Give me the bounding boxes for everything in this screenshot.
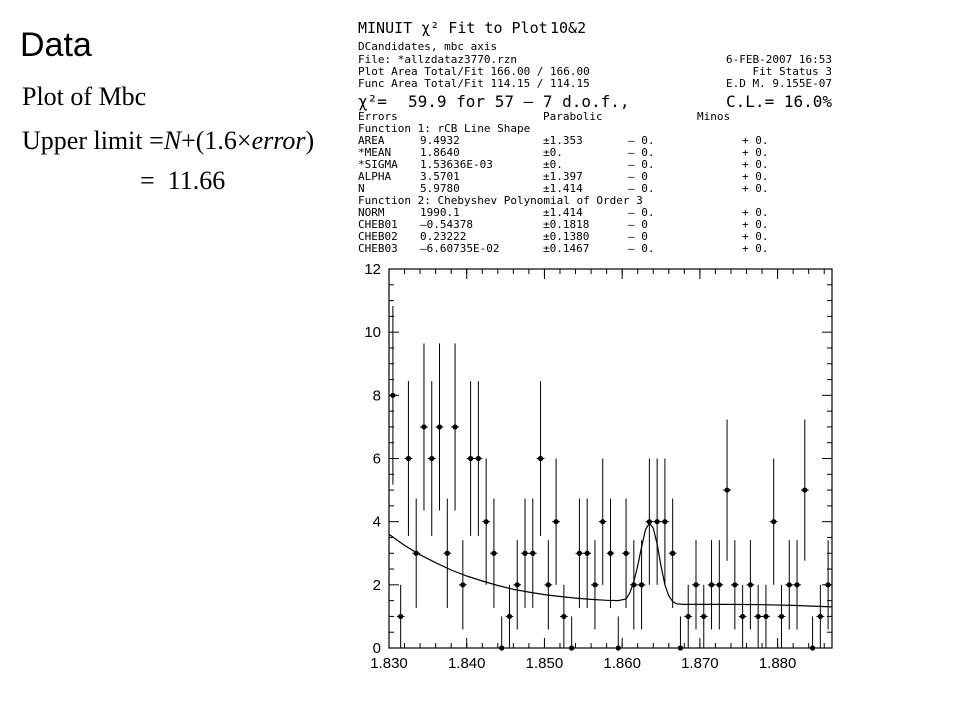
data-marker [810,645,815,650]
y-tick-label: 10 [364,324,381,342]
fit-func-area: Func Area Total/Fit 114.15 / 114.15 [358,77,590,90]
data-point [653,459,661,585]
data-marker [484,519,489,524]
data-marker [787,582,792,587]
data-point [583,499,591,608]
fit-header [358,19,832,255]
fit-plot-id: 10&2 [550,19,587,37]
fit-col-errors: Errors [358,110,398,123]
data-point [560,585,568,648]
data-marker [390,393,395,398]
y-tick-label: 6 [372,450,381,468]
param-plus: + 0. [742,170,769,183]
data-marker [553,519,558,524]
data-marker [491,551,496,556]
data-point [614,616,622,650]
param-name: AREA [358,134,385,147]
data-marker [647,519,652,524]
plot-caption: Plot of Mbc [22,82,147,111]
data-marker [468,456,473,461]
data-point [739,585,747,648]
data-point [638,540,646,629]
data-point [576,499,584,608]
data-point [568,616,576,650]
param-name: *SIGMA [358,158,398,171]
fit-col-parabolic: Parabolic [543,110,603,123]
data-point [591,540,599,629]
fit-function2: Function 2: Chebyshev Polynomial of Order 3 [358,194,643,207]
fit-function1: Function 1: rCB Line Shape [358,122,531,135]
param-value: –6.60735E-02 [420,242,500,255]
x-tick-label: 1.870 [681,655,719,672]
data-point [723,419,731,560]
param-plus: + 0. [742,206,769,219]
data-marker [569,645,574,650]
param-value: 1990.1 [420,206,460,219]
data-marker [476,456,481,461]
data-marker [631,582,636,587]
data-marker [561,614,566,619]
param-minus: – 0. [628,146,655,159]
data-point [420,343,428,510]
fit-title: MINUIT χ² Fit to Plot [358,19,548,37]
data-marker [398,614,403,619]
data-marker [437,424,442,429]
data-marker [779,614,784,619]
data-point [599,459,607,585]
x-tick-label: 1.860 [603,655,641,672]
data-point [490,499,498,608]
data-marker [693,582,698,587]
param-name: NORM [358,206,385,219]
fit-cl: C.L.= 16.0% [726,92,832,111]
data-point [778,585,786,648]
formula-n: N [163,126,182,155]
data-marker [592,582,597,587]
data-marker [802,487,807,492]
upper-limit-label: Upper limit [22,126,143,155]
data-marker [600,519,605,524]
data-point [506,585,514,648]
data-point [731,540,739,629]
data-marker [460,582,465,587]
data-marker [655,519,660,524]
data-marker [452,424,457,429]
data-point [529,499,537,608]
data-point [474,381,482,536]
fit-date: 6-FEB-2007 16:53 [726,53,832,66]
data-point [692,540,700,629]
y-tick-label: 8 [372,387,381,405]
data-points [389,306,832,651]
param-name: N [358,182,365,195]
fit-status: Fit Status 3 [752,65,832,78]
data-marker [724,487,729,492]
data-point [405,381,413,536]
data-point [762,585,770,648]
data-marker [732,582,737,587]
data-point [700,585,708,648]
data-point [661,459,669,585]
data-point [715,540,723,629]
param-err: ±0. [543,158,563,171]
param-plus: + 0. [742,158,769,171]
data-point [677,616,685,650]
param-err: ±0.1380 [543,230,590,243]
param-value: 0.23222 [420,230,467,243]
param-value: 5.9780 [420,182,460,195]
data-point [793,540,801,629]
data-point [684,585,692,648]
data-point [785,540,793,629]
data-marker [826,582,831,587]
data-marker [522,551,527,556]
data-marker [445,551,450,556]
data-marker [756,614,761,619]
param-minus: – 0 [628,218,648,231]
axis-tick-labels [364,261,796,672]
fit-col-minos: Minos [697,110,731,123]
fit-params-function1 [358,134,769,195]
fit-plot-area: Plot Area Total/Fit 166.00 / 166.00 [358,65,590,78]
data-point [669,499,677,608]
data-point [451,343,459,510]
data-marker [414,551,419,556]
data-marker [499,645,504,650]
param-minus: – 0. [628,206,655,219]
param-err: ±1.353 [543,134,583,147]
param-plus: + 0. [742,218,769,231]
param-value: 3.5701 [420,170,460,183]
data-point [459,540,467,629]
data-point [754,585,762,648]
fit-dataset: DCandidates, mbc axis [358,40,498,53]
data-marker [429,456,434,461]
formula-plus: +(1.6× [181,126,252,155]
param-plus: + 0. [742,230,769,243]
formula-close: ) [305,126,315,155]
param-name: CHEB01 [358,218,398,231]
x-tick-label: 1.880 [758,655,797,672]
data-marker [748,582,753,587]
data-marker [717,582,722,587]
formula-error: error [251,126,306,155]
data-marker [546,582,551,587]
data-marker [406,456,411,461]
formula-equals: = [149,126,164,155]
slide-title: Data [20,26,92,64]
data-point [809,616,817,650]
data-marker [623,551,628,556]
data-marker [686,614,691,619]
param-value: 9.4932 [420,134,460,147]
param-plus: + 0. [742,134,769,147]
data-marker [538,456,543,461]
data-point [428,381,436,536]
param-plus: + 0. [742,242,769,255]
x-tick-label: 1.830 [370,655,408,672]
param-err: ±0. [543,146,563,159]
x-tick-label: 1.850 [525,655,564,672]
data-marker [763,614,768,619]
param-name: ALPHA [358,170,392,183]
data-marker [662,519,667,524]
param-value: 1.8640 [420,146,460,159]
param-minus: – 0. [628,242,655,255]
param-value: –0.54378 [420,218,473,231]
param-minus: – 0. [628,134,655,147]
param-err: ±1.414 [543,206,583,219]
data-marker [818,614,823,619]
data-marker [577,551,582,556]
data-point [770,459,778,585]
data-point [482,459,490,585]
fit-file: File: *allzdataz3770.rzn [358,53,517,66]
param-minus: – 0 [628,170,648,183]
data-point [607,499,615,608]
data-marker [421,424,426,429]
param-minus: – 0 [628,230,648,243]
x-tick-label: 1.840 [447,655,486,672]
data-point [443,499,451,608]
fit-edm: E.D M. 9.155E-07 [726,77,832,90]
mbc-plot [364,261,832,672]
data-marker [740,614,745,619]
param-name: CHEB02 [358,230,398,243]
data-point [630,540,638,629]
data-point [552,459,560,585]
data-marker [639,582,644,587]
data-point [708,540,716,629]
data-point [747,540,755,629]
data-point [513,540,521,629]
data-marker [794,582,799,587]
y-tick-label: 4 [372,513,381,531]
data-marker [507,614,512,619]
param-plus: + 0. [742,146,769,159]
data-marker [678,645,683,650]
param-name: CHEB03 [358,242,398,255]
data-point [389,306,397,485]
data-point [801,419,809,560]
data-point [816,585,824,648]
param-name: *MEAN [358,146,392,159]
data-marker [701,614,706,619]
param-value: 1.53636E-03 [420,158,493,171]
fit-chi2: 59.9 for 57 – 7 d.o.f., [408,92,630,111]
data-point [412,499,420,608]
y-tick-label: 2 [372,576,381,594]
data-marker [585,551,590,556]
data-marker [608,551,613,556]
data-marker [670,551,675,556]
data-marker [515,582,520,587]
data-marker [709,582,714,587]
data-point [622,499,630,608]
data-point [436,343,444,510]
param-err: ±1.414 [543,182,583,195]
upper-limit-result: = 11.66 [140,166,226,195]
data-point [544,540,552,629]
param-err: ±0.1467 [543,242,590,255]
data-point [537,381,545,536]
data-point [498,616,506,650]
param-minus: – 0. [628,158,655,171]
fit-chi2-symbol: χ²= [358,92,387,111]
param-err: ±0.1818 [543,218,590,231]
data-point [397,585,405,648]
param-plus: + 0. [742,182,769,195]
data-marker [771,519,776,524]
data-point [467,381,475,536]
fit-params-function2 [358,206,769,255]
y-tick-label: 0 [372,640,381,657]
data-marker [616,645,621,650]
y-tick-label: 12 [364,261,381,278]
data-point [645,459,653,585]
data-marker [530,551,535,556]
param-err: ±1.397 [543,170,583,183]
param-minus: – 0. [628,182,655,195]
